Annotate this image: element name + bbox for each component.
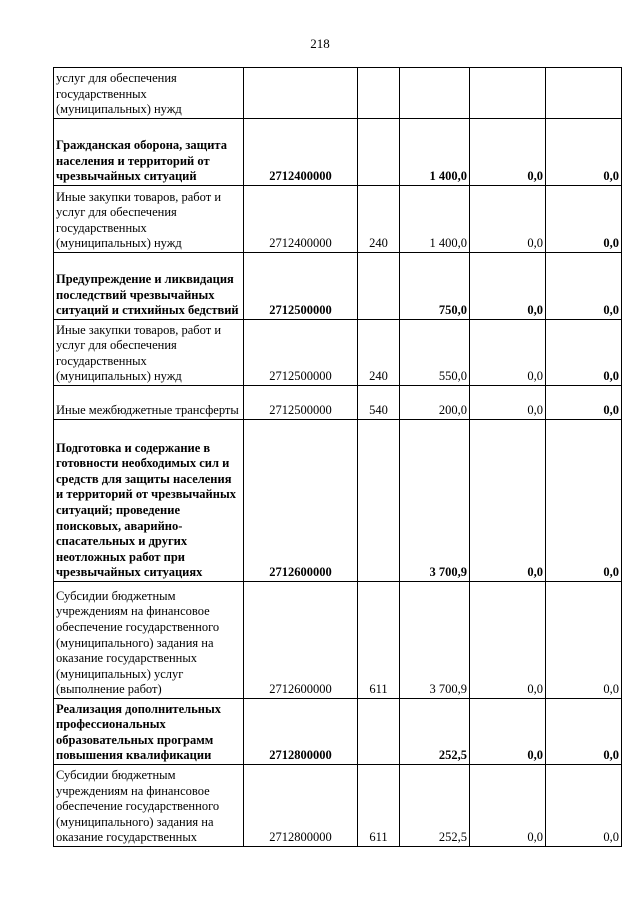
row-vr: 240 — [358, 320, 400, 386]
row-vr — [358, 119, 400, 186]
row-value-1: 0,0 — [470, 386, 546, 420]
row-value-1: 0,0 — [470, 765, 546, 847]
table-row — [54, 253, 622, 320]
row-code: 2712600000 — [244, 420, 358, 582]
table-row — [54, 386, 622, 420]
row-code: 2712800000 — [244, 765, 358, 847]
row-name: услуг для обеспечения государственных (муниципальных) нужд — [54, 68, 244, 119]
row-value-2: 0,0 — [546, 699, 622, 765]
row-value-1: 0,0 — [470, 420, 546, 582]
table-row — [54, 320, 622, 386]
row-value-2: 0,0 — [546, 765, 622, 847]
row-sum: 550,0 — [400, 320, 470, 386]
table-row — [54, 420, 622, 582]
row-sum: 750,0 — [400, 253, 470, 320]
row-code: 2712400000 — [244, 119, 358, 186]
table-row — [54, 765, 622, 847]
row-value-1: 0,0 — [470, 253, 546, 320]
row-code: 2712800000 — [244, 699, 358, 765]
row-name: Предупреждение и ликвидация последствий чрезвычайных ситуаций и стихийных бедствий — [54, 253, 244, 320]
row-value-1: 0,0 — [470, 119, 546, 186]
row-value-1 — [470, 68, 546, 119]
row-value-2: 0,0 — [546, 253, 622, 320]
row-vr — [358, 699, 400, 765]
row-vr — [358, 420, 400, 582]
table-row — [54, 68, 622, 119]
row-sum: 3 700,9 — [400, 420, 470, 582]
table-row — [54, 119, 622, 186]
row-vr: 540 — [358, 386, 400, 420]
row-code: 2712400000 — [244, 186, 358, 253]
row-name: Реализация дополнительных профессиональных образовательных программ повышения квалификации — [54, 699, 244, 765]
row-sum: 3 700,9 — [400, 582, 470, 699]
row-name: Субсидии бюджетным учреждениям на финансовое обеспечение государственного (муниципального) задания на оказание государственных (муниципальных) услуг (выполнение работ) — [54, 582, 244, 699]
row-value-1: 0,0 — [470, 186, 546, 253]
table-row — [54, 699, 622, 765]
row-code: 2712500000 — [244, 386, 358, 420]
table-row — [54, 186, 622, 253]
row-value-1: 0,0 — [470, 582, 546, 699]
row-name: Субсидии бюджетным учреждениям на финансовое обеспечение государственного (муниципального) задания на оказание государственных — [54, 765, 244, 847]
row-value-2: 0,0 — [546, 582, 622, 699]
row-vr: 240 — [358, 186, 400, 253]
row-code: 2712500000 — [244, 253, 358, 320]
table-row — [54, 582, 622, 699]
row-sum: 1 400,0 — [400, 119, 470, 186]
row-code — [244, 68, 358, 119]
row-value-1: 0,0 — [470, 699, 546, 765]
row-sum: 1 400,0 — [400, 186, 470, 253]
budget-table — [53, 67, 622, 847]
row-sum: 200,0 — [400, 386, 470, 420]
row-name: Иные закупки товаров, работ и услуг для обеспечения государственных (муниципальных) нужд — [54, 320, 244, 386]
row-vr: 611 — [358, 765, 400, 847]
row-name: Иные закупки товаров, работ и услуг для обеспечения государственных (муниципальных) нужд — [54, 186, 244, 253]
row-name: Иные межбюджетные трансферты — [54, 386, 244, 420]
row-code: 2712600000 — [244, 582, 358, 699]
row-code: 2712500000 — [244, 320, 358, 386]
row-value-2: 0,0 — [546, 119, 622, 186]
row-sum: 252,5 — [400, 765, 470, 847]
page-number: 218 — [310, 36, 330, 51]
row-name: Гражданская оборона, защита населения и территорий от чрезвычайных ситуаций — [54, 119, 244, 186]
row-value-2: 0,0 — [546, 386, 622, 420]
row-value-2: 0,0 — [546, 420, 622, 582]
row-vr — [358, 68, 400, 119]
row-value-2: 0,0 — [546, 320, 622, 386]
row-vr — [358, 253, 400, 320]
row-value-1: 0,0 — [470, 320, 546, 386]
row-value-2: 0,0 — [546, 186, 622, 253]
row-value-2 — [546, 68, 622, 119]
row-sum — [400, 68, 470, 119]
row-vr: 611 — [358, 582, 400, 699]
row-name: Подготовка и содержание в готовности необходимых сил и средств для защиты населения и территорий от чрезвычайных ситуаций; проведение поисковых, аварийно-спасательных и других неотложных работ при чрезвычайных ситуациях — [54, 420, 244, 582]
row-sum: 252,5 — [400, 699, 470, 765]
